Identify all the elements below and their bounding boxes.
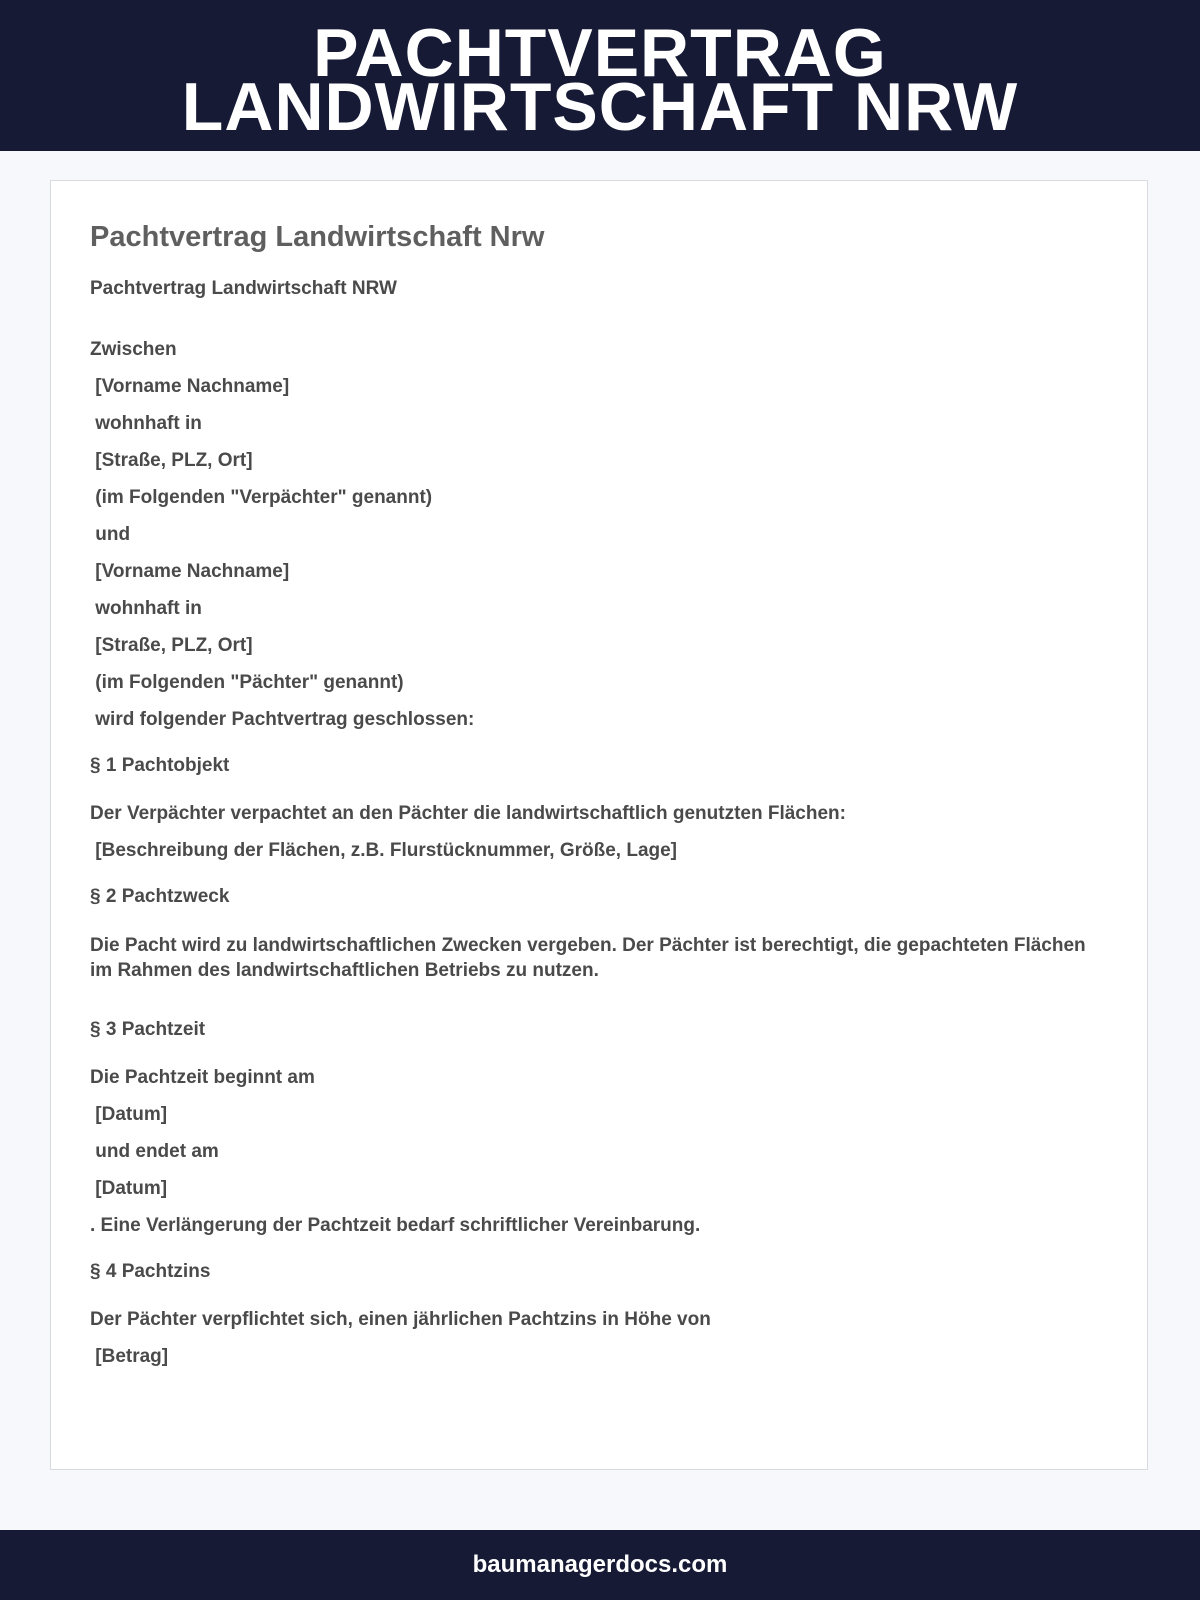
section-heading: § 2 Pachtzweck bbox=[90, 886, 230, 907]
parties-block bbox=[90, 338, 1108, 732]
party-line: wird folgender Pachtvertrag geschlossen: bbox=[90, 709, 475, 730]
party-line: Zwischen bbox=[90, 339, 177, 360]
party-line: [Straße, PLZ, Ort] bbox=[90, 635, 253, 656]
section-line: [Beschreibung der Flächen, z.B. Flurstücknummer, Größe, Lage] bbox=[90, 840, 678, 861]
document-card bbox=[50, 180, 1148, 1470]
header-banner bbox=[0, 0, 1200, 151]
party-line: [Vorname Nachname] bbox=[90, 561, 290, 582]
party-line: wohnhaft in bbox=[90, 413, 202, 434]
section-4-pachtzins bbox=[90, 1260, 1108, 1369]
document-subtitle: Pachtvertrag Landwirtschaft NRW bbox=[90, 278, 397, 299]
section-line: [Datum] bbox=[90, 1104, 168, 1125]
section-3-pachtzeit bbox=[90, 1018, 1108, 1238]
section-line: Der Verpächter verpachtet an den Pächter die landwirtschaftlich genutzten Flächen: bbox=[90, 803, 846, 824]
section-line: [Datum] bbox=[90, 1178, 168, 1199]
section-line: [Betrag] bbox=[90, 1346, 169, 1367]
document-title: Pachtvertrag Landwirtschaft Nrw bbox=[90, 221, 545, 253]
party-line: (im Folgenden "Verpächter" genannt) bbox=[90, 487, 433, 508]
section-heading: § 3 Pachtzeit bbox=[90, 1019, 206, 1040]
section-line: und endet am bbox=[90, 1141, 219, 1162]
section-heading: § 1 Pachtobjekt bbox=[90, 755, 230, 776]
section-line: Die Pachtzeit beginnt am bbox=[90, 1067, 315, 1088]
banner-title-line-2: LANDWIRTSCHAFT NRW bbox=[181, 69, 1019, 145]
section-1-pachtobjekt bbox=[90, 754, 1108, 863]
section-2-pachtzweck bbox=[90, 885, 1108, 983]
footer-site-link[interactable]: baumanagerdocs.com bbox=[472, 1551, 728, 1578]
party-line: und bbox=[90, 524, 131, 545]
banner-title bbox=[0, 0, 1200, 145]
party-line: wohnhaft in bbox=[90, 598, 202, 619]
section-line: Der Pächter verpflichtet sich, einen jährlichen Pachtzins in Höhe von bbox=[90, 1309, 711, 1330]
banner-title-line-1: PACHTVERTRAG bbox=[313, 15, 887, 91]
section-heading: § 4 Pachtzins bbox=[90, 1261, 211, 1282]
party-line: [Vorname Nachname] bbox=[90, 376, 290, 397]
party-line: [Straße, PLZ, Ort] bbox=[90, 450, 253, 471]
party-line: (im Folgenden "Pächter" genannt) bbox=[90, 672, 404, 693]
section-line: . Eine Verlängerung der Pachtzeit bedarf schriftlicher Vereinbarung. bbox=[90, 1215, 701, 1236]
footer-bar bbox=[0, 1530, 1200, 1600]
section-line: Die Pacht wird zu landwirtschaftlichen Zwecken vergeben. Der Pächter ist berechtigt, die gepachteten Flächen im Rahmen des landwirtschaftlichen Betriebs zu nutzen. bbox=[90, 935, 1091, 981]
